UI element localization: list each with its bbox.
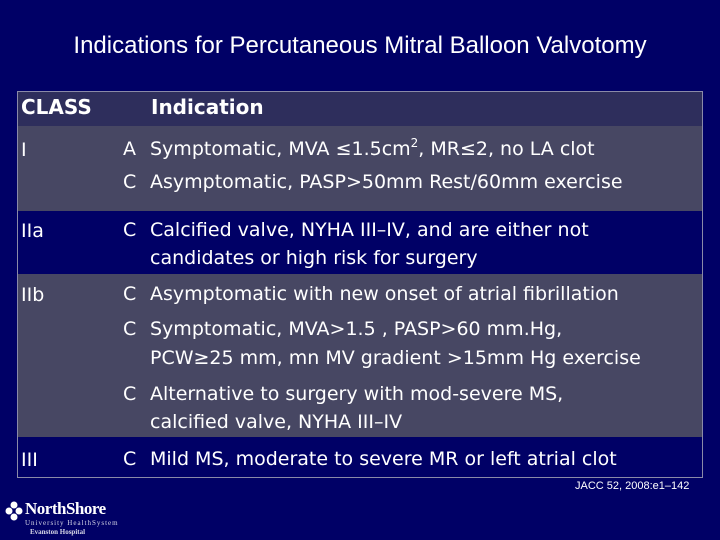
level-letter: C: [123, 219, 137, 241]
logo-hospital: Evanston Hospital: [30, 528, 86, 536]
level-letter: C: [123, 283, 137, 305]
indication-text: Alternative to surgery with mod-severe MS,: [150, 383, 564, 405]
level-letter: C: [123, 318, 137, 340]
indication-text: Calcified valve, NYHA III–IV, and are either not: [150, 219, 589, 241]
class-cell: I: [21, 139, 27, 161]
indication-text: Mild MS, moderate to severe MR or left atrial clot: [150, 448, 617, 470]
class-column-header: CLASS: [21, 95, 92, 119]
table-row-class-iii: [18, 437, 702, 477]
indication-text: candidates or high risk for surgery: [150, 247, 478, 269]
indication-text: Symptomatic, MVA $\le 1.5cm^2$, MR≤2, no LA clot: [150, 136, 595, 160]
level-letter: C: [123, 448, 137, 470]
northshore-logo: [5, 497, 125, 539]
class-cell: III: [21, 449, 38, 471]
indication-text: Symptomatic, MVA>1.5 , PASP>60 mm.Hg,: [150, 318, 563, 340]
table-row-class-i: [18, 126, 702, 211]
level-letter: A: [123, 138, 136, 160]
logo-name: NorthShore: [25, 499, 106, 518]
table-header: [18, 92, 702, 126]
indication-column-header: Indication: [151, 95, 264, 119]
indication-text: PCW≥25 mm, mn MV gradient >15mm Hg exercise: [150, 347, 641, 369]
indications-table: [17, 91, 703, 478]
class-cell: IIa: [21, 220, 44, 242]
cross-icon: [5, 501, 23, 521]
class-cell: IIb: [21, 284, 45, 306]
citation: JACC 52, 2008:e1–142: [575, 480, 690, 492]
logo-subtitle: University HealthSystem: [25, 519, 119, 527]
slide-title: Indications for Percutaneous Mitral Balloon Valvotomy: [73, 32, 647, 59]
table-row-class-iib: [18, 274, 702, 437]
level-letter: C: [123, 383, 137, 405]
indication-text: Asymptomatic, PASP>50mm Rest/60mm exercise: [150, 171, 623, 193]
indication-text: Asymptomatic with new onset of atrial fibrillation: [150, 283, 619, 305]
indication-text: calcified valve, NYHA III–IV: [150, 411, 403, 433]
level-letter: C: [123, 171, 137, 193]
table-row-class-iia: [18, 211, 702, 274]
